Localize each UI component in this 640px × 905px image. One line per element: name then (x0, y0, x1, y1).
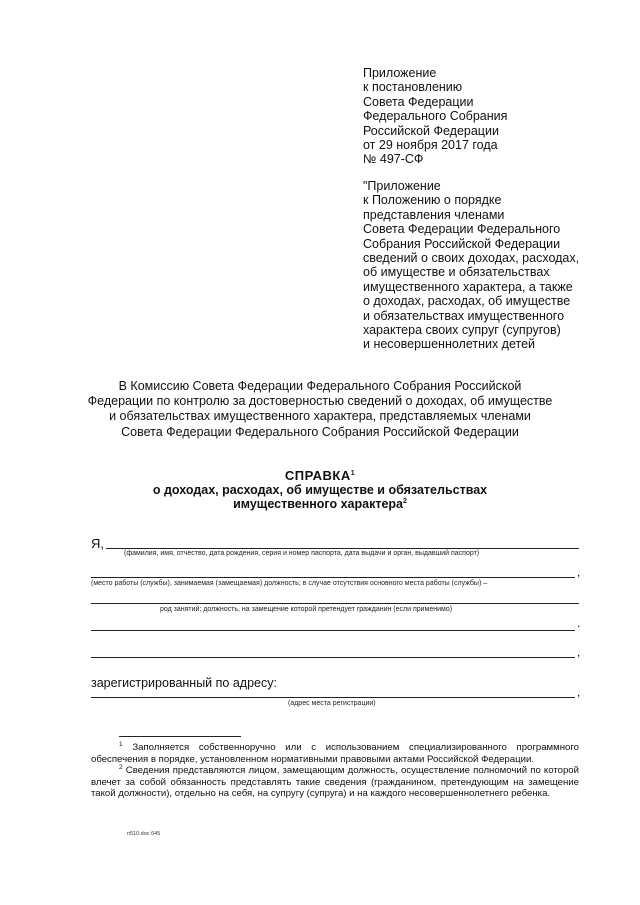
occupation-input-line[interactable] (91, 603, 579, 604)
document-code: п510.doc 645 (127, 831, 161, 837)
footnote-2-text: Сведения представляются лицом, замещающим должность, осуществление полномочий по которой влечет за собой обязанность представлять такие сведения (гражданином, претендующим на замещение такой должности), отдельно на себя, на супругу (супруга) и на каждого несовершеннолетнего ребенка. (91, 765, 579, 800)
address-input-line[interactable] (91, 697, 575, 698)
regulation-appendix-line: сведений о своих доходах, расходах, (363, 251, 580, 266)
appendix-header-line: Российской Федерации (363, 123, 499, 138)
footnote-2-mark: 2 (119, 764, 123, 772)
regulation-appendix-line: и несовершеннолетних детей (363, 337, 536, 352)
regulation-appendix-line: и обязательствах имущественного (363, 308, 565, 323)
appendix-header-line: от 29 ноября 2017 года (363, 138, 498, 153)
footnote-2 (91, 765, 579, 800)
work-caption: (место работы (службы), занимаемая (замещаемая) должность; в случае отсутствия основного места работы (службы) – (91, 580, 488, 587)
footnote-1-mark: 1 (119, 741, 123, 748)
appendix-header-line: к постановлению (363, 80, 463, 95)
name-caption: (фамилия, имя, отчество, дата рождения, серия и номер паспорта, дата выдачи и орган, выдавший паспорт) (124, 550, 480, 557)
regulation-appendix-line: Собрания Российской Федерации (363, 236, 561, 251)
regulation-appendix-header (363, 179, 579, 352)
addressee (0, 379, 640, 440)
blank-input-line-2[interactable] (91, 657, 575, 658)
regulation-appendix-line: представления членами (363, 207, 505, 222)
title-line-3: имущественного характера (233, 497, 403, 511)
appendix-header-line: Совета Федерации (363, 94, 474, 109)
ya-label: Я, (91, 536, 104, 551)
blank-line-1-dot: . (577, 616, 581, 630)
address-comma: , (577, 685, 581, 699)
title-word-line (0, 469, 640, 483)
appendix-header-line: Федерального Собрания (363, 109, 508, 124)
regulation-appendix-line: о доходах, расходах, об имуществе (363, 294, 571, 309)
occupation-caption: род занятий; должность, на замещение которой претендует гражданин (если применимо) (160, 606, 453, 613)
registered-address-label: зарегистрированный по адресу: (91, 676, 277, 690)
addressee-line: и обязательствах имущественного характера, представляемых членами (109, 409, 531, 424)
name-input-line[interactable] (106, 548, 579, 549)
regulation-appendix-line: к Положению о порядке (363, 193, 502, 208)
addressee-line: Федерации по контролю за достоверностью сведений о доходах, об имуществе (87, 394, 553, 409)
regulation-appendix-line: об имуществе и обязательствах (363, 265, 550, 280)
footnote-1-text: Заполняется собственноручно или с использованием специализированного программного обеспечения в порядке, установленном нормативными правовыми актами Российской Федерации. (91, 742, 579, 765)
document-title (0, 469, 640, 511)
regulation-appendix-line: характера своих супруг (супругов) (363, 323, 561, 338)
address-caption: (адрес места регистрации) (288, 700, 376, 707)
footnote-1 (91, 742, 579, 765)
blank-line-2-comma: , (577, 645, 581, 659)
addressee-line: В Комиссию Совета Федерации Федерального Собрания Российской (118, 379, 522, 393)
footnote-separator (119, 736, 241, 737)
work-comma: , (577, 565, 581, 579)
regulation-appendix-line: Совета Федерации Федерального (363, 222, 561, 237)
addressee-line: Совета Федерации Федерального Собрания Российской Федерации (121, 424, 519, 439)
appendix-header-line: № 497-СФ (363, 152, 424, 167)
work-input-line[interactable] (91, 577, 575, 578)
blank-input-line-1[interactable] (91, 630, 575, 631)
appendix-header (363, 66, 507, 167)
appendix-header-line: Приложение (363, 66, 437, 80)
title-line-2: о доходах, расходах, об имуществе и обязательствах (152, 483, 488, 497)
regulation-appendix-line: имущественного характера, а также (363, 279, 573, 294)
title-line-3-wrap (0, 497, 640, 511)
regulation-appendix-line: "Приложение (363, 179, 441, 193)
footnote-ref-2: 2 (403, 498, 407, 505)
footnote-ref-1: 1 (350, 470, 356, 477)
title-word: СПРАВКА (284, 468, 351, 483)
footnotes (91, 742, 579, 800)
